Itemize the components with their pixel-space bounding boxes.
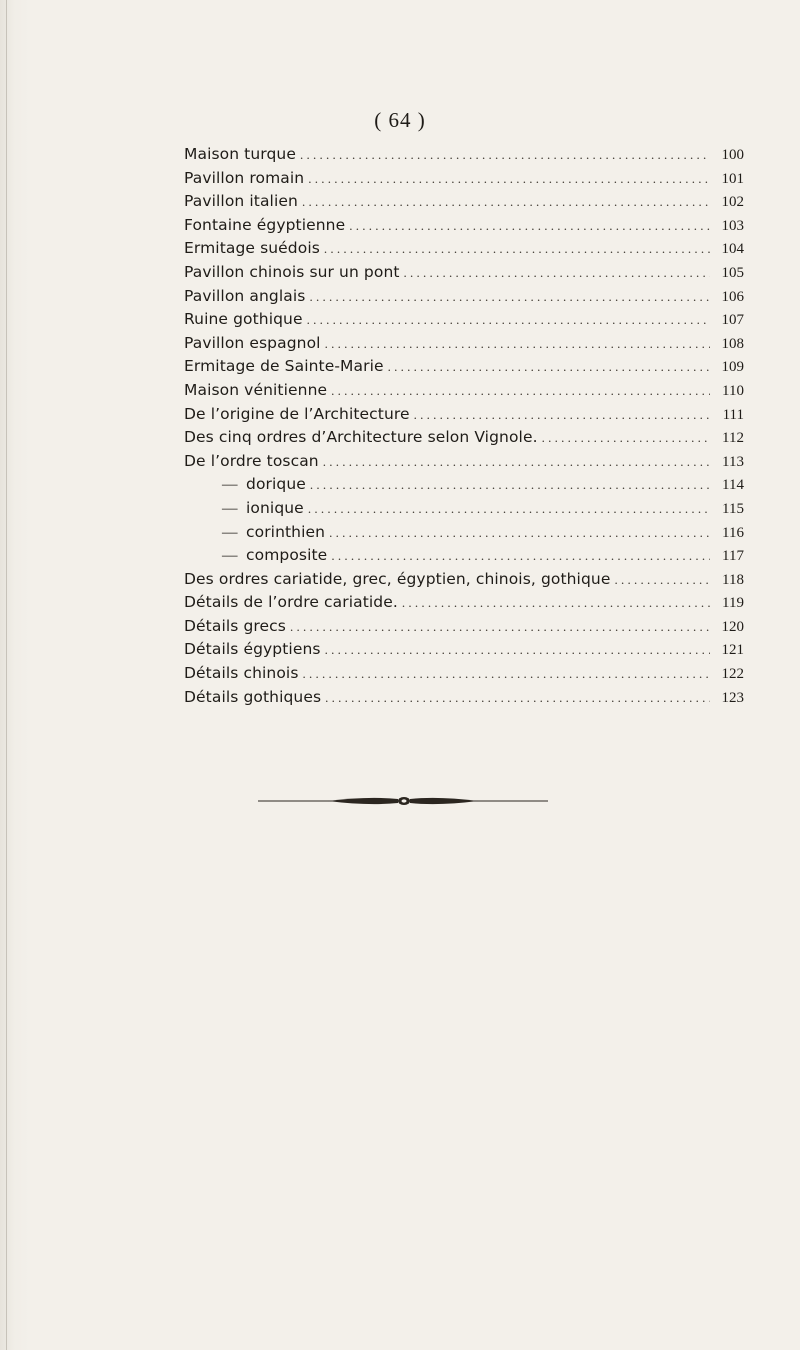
toc-entry bbox=[184, 638, 744, 662]
toc-entry-text: Pavillon chinois sur un pont bbox=[184, 262, 400, 281]
dot-leader bbox=[308, 167, 710, 191]
dot-leader bbox=[290, 615, 710, 639]
toc-entry-page-number: 112 bbox=[722, 430, 744, 447]
toc-entry-text: Des ordres cariatide, grec, égyptien, chinois, gothique bbox=[184, 569, 611, 588]
toc-entry-text: Des cinq ordres d’Architecture selon Vignole. bbox=[184, 428, 538, 447]
toc-entry-dash: — bbox=[222, 547, 238, 565]
toc-entry bbox=[184, 615, 744, 639]
toc-entry-text: Pavillon anglais bbox=[184, 286, 306, 305]
toc-entry-page-number: 114 bbox=[722, 477, 744, 494]
page-binding-edge bbox=[6, 0, 7, 1350]
toc-entry-page-number: 110 bbox=[722, 382, 744, 399]
ornamental-rule bbox=[258, 794, 548, 808]
toc-entry-title bbox=[184, 167, 304, 191]
toc-entry-title bbox=[184, 261, 400, 285]
dot-leader bbox=[325, 686, 710, 710]
toc-entry-title bbox=[184, 285, 305, 309]
toc-entry-text: Ruine gothique bbox=[184, 310, 303, 329]
toc-entry-text: Fontaine égyptienne bbox=[184, 215, 346, 234]
page-number: ( 64 ) bbox=[374, 108, 426, 132]
toc-entry bbox=[184, 237, 744, 261]
toc-entry-page-number: 107 bbox=[721, 312, 744, 329]
toc-entry-dash: — bbox=[222, 476, 238, 494]
dot-leader bbox=[325, 332, 710, 356]
toc-entry-text: Pavillon italien bbox=[184, 192, 298, 211]
toc-entry-title bbox=[184, 403, 410, 427]
toc-entry-page-number: 123 bbox=[721, 689, 744, 706]
toc-entry-text: Pavillon espagnol bbox=[184, 333, 321, 352]
toc-entry-text: Maison turque bbox=[184, 145, 296, 163]
toc-entry-title bbox=[184, 591, 398, 615]
toc-entry-text: Maison vénitienne bbox=[184, 380, 328, 399]
dot-leader bbox=[404, 261, 710, 285]
toc-entry-page-number: 122 bbox=[721, 666, 744, 683]
dot-leader bbox=[331, 379, 710, 403]
dot-leader bbox=[542, 426, 710, 450]
toc-entry-page-number: 109 bbox=[721, 359, 744, 376]
toc-entry-title bbox=[184, 638, 321, 662]
toc-entry-page-number: 117 bbox=[722, 548, 744, 565]
toc-entry-text: corinthien bbox=[246, 522, 326, 541]
toc-entry-page-number: 103 bbox=[721, 217, 744, 234]
toc-entry-page-number: 100 bbox=[721, 147, 744, 163]
toc-entry bbox=[184, 261, 744, 285]
toc-entry-text: composite bbox=[246, 546, 328, 565]
dot-leader bbox=[310, 473, 710, 497]
toc-entry-page-number: 121 bbox=[721, 642, 744, 659]
toc-entry bbox=[184, 591, 744, 615]
toc-entry bbox=[184, 143, 744, 167]
toc-entry bbox=[184, 568, 744, 592]
toc-entry-text: Détails gothiques bbox=[184, 687, 322, 706]
dot-leader bbox=[309, 285, 710, 309]
toc-entry-title bbox=[184, 237, 320, 261]
toc-entry-text: Pavillon romain bbox=[184, 168, 305, 187]
toc-entry-page-number: 104 bbox=[721, 241, 744, 258]
toc-entry-text: De l’ordre toscan bbox=[184, 451, 319, 470]
toc-entry-page-number: 111 bbox=[722, 406, 744, 423]
toc-entry-page-number: 115 bbox=[722, 500, 744, 517]
toc-entry bbox=[184, 450, 744, 474]
toc-entry bbox=[184, 355, 744, 379]
toc-entry-page-number: 108 bbox=[721, 335, 744, 352]
toc-entry-page-number: 105 bbox=[721, 264, 744, 281]
toc-entry-title bbox=[184, 521, 325, 545]
toc-entry-title bbox=[184, 473, 306, 497]
dot-leader bbox=[349, 214, 710, 238]
dot-leader bbox=[308, 497, 710, 521]
toc-entry-page-number: 102 bbox=[721, 194, 744, 211]
toc-entry bbox=[184, 497, 744, 521]
toc-entry bbox=[184, 308, 744, 332]
toc-entry-title bbox=[184, 332, 321, 356]
toc-entry-title bbox=[184, 450, 319, 474]
toc-entry bbox=[184, 285, 744, 309]
toc-entry bbox=[184, 686, 744, 710]
toc-entry-text: ionique bbox=[246, 498, 304, 517]
dot-leader bbox=[302, 190, 710, 214]
toc-entry-title bbox=[184, 497, 304, 521]
toc-entry bbox=[184, 544, 744, 568]
dot-leader bbox=[331, 544, 710, 568]
toc-entry-title bbox=[184, 190, 298, 214]
toc-entry bbox=[184, 473, 744, 497]
toc-entry bbox=[184, 379, 744, 403]
toc-entry-dash: — bbox=[222, 499, 238, 517]
toc-entry-page-number: 116 bbox=[722, 524, 744, 541]
toc-entry bbox=[184, 521, 744, 545]
toc-entry bbox=[184, 426, 744, 450]
dot-leader bbox=[388, 355, 710, 379]
toc-entry-title bbox=[184, 568, 610, 592]
toc-entry bbox=[184, 167, 744, 191]
toc-entry-text: De l’origine de l’Architecture bbox=[184, 404, 410, 423]
toc-entry-title bbox=[184, 379, 327, 403]
toc-entry-title bbox=[184, 662, 299, 686]
toc-entry bbox=[184, 190, 744, 214]
toc-entry-title bbox=[184, 143, 296, 167]
toc-entry-page-number: 118 bbox=[722, 571, 744, 588]
dot-leader bbox=[614, 568, 710, 592]
table-of-contents bbox=[184, 143, 744, 709]
dot-leader bbox=[325, 638, 710, 662]
toc-entry-text: Ermitage de Sainte-Marie bbox=[184, 357, 384, 376]
toc-entry-page-number: 101 bbox=[721, 170, 744, 187]
dot-leader bbox=[414, 403, 710, 427]
toc-entry-page-number: 113 bbox=[722, 453, 744, 470]
toc-entry-page-number: 106 bbox=[721, 288, 744, 305]
dot-leader bbox=[323, 450, 710, 474]
toc-entry-title bbox=[184, 214, 345, 238]
dot-leader bbox=[324, 237, 710, 261]
toc-entry-text: Détails chinois bbox=[184, 664, 299, 683]
toc-entry-dash: — bbox=[222, 523, 238, 541]
toc-entry bbox=[184, 332, 744, 356]
toc-entry-title bbox=[184, 544, 327, 568]
toc-entry-page-number: 120 bbox=[721, 618, 744, 635]
toc-entry-title bbox=[184, 355, 384, 379]
toc-entry-title bbox=[184, 308, 303, 332]
dot-leader bbox=[303, 662, 710, 686]
dot-leader bbox=[307, 308, 710, 332]
toc-entry-title bbox=[184, 426, 538, 450]
dot-leader bbox=[300, 143, 710, 167]
toc-entry-text: Détails grecs bbox=[184, 616, 286, 635]
toc-entry bbox=[184, 403, 744, 427]
toc-entry-text: Détails de l’ordre cariatide. bbox=[184, 593, 398, 612]
toc-entry bbox=[184, 214, 744, 238]
toc-entry-text: Ermitage suédois bbox=[184, 239, 320, 258]
toc-entry-title bbox=[184, 686, 321, 710]
toc-entry-text: Détails égyptiens bbox=[184, 640, 321, 659]
toc-entry-page-number: 119 bbox=[722, 595, 744, 612]
toc-entry-text: dorique bbox=[246, 475, 306, 494]
dot-leader bbox=[329, 521, 710, 545]
dot-leader bbox=[402, 591, 710, 615]
toc-entry bbox=[184, 662, 744, 686]
toc-entry-title bbox=[184, 615, 286, 639]
